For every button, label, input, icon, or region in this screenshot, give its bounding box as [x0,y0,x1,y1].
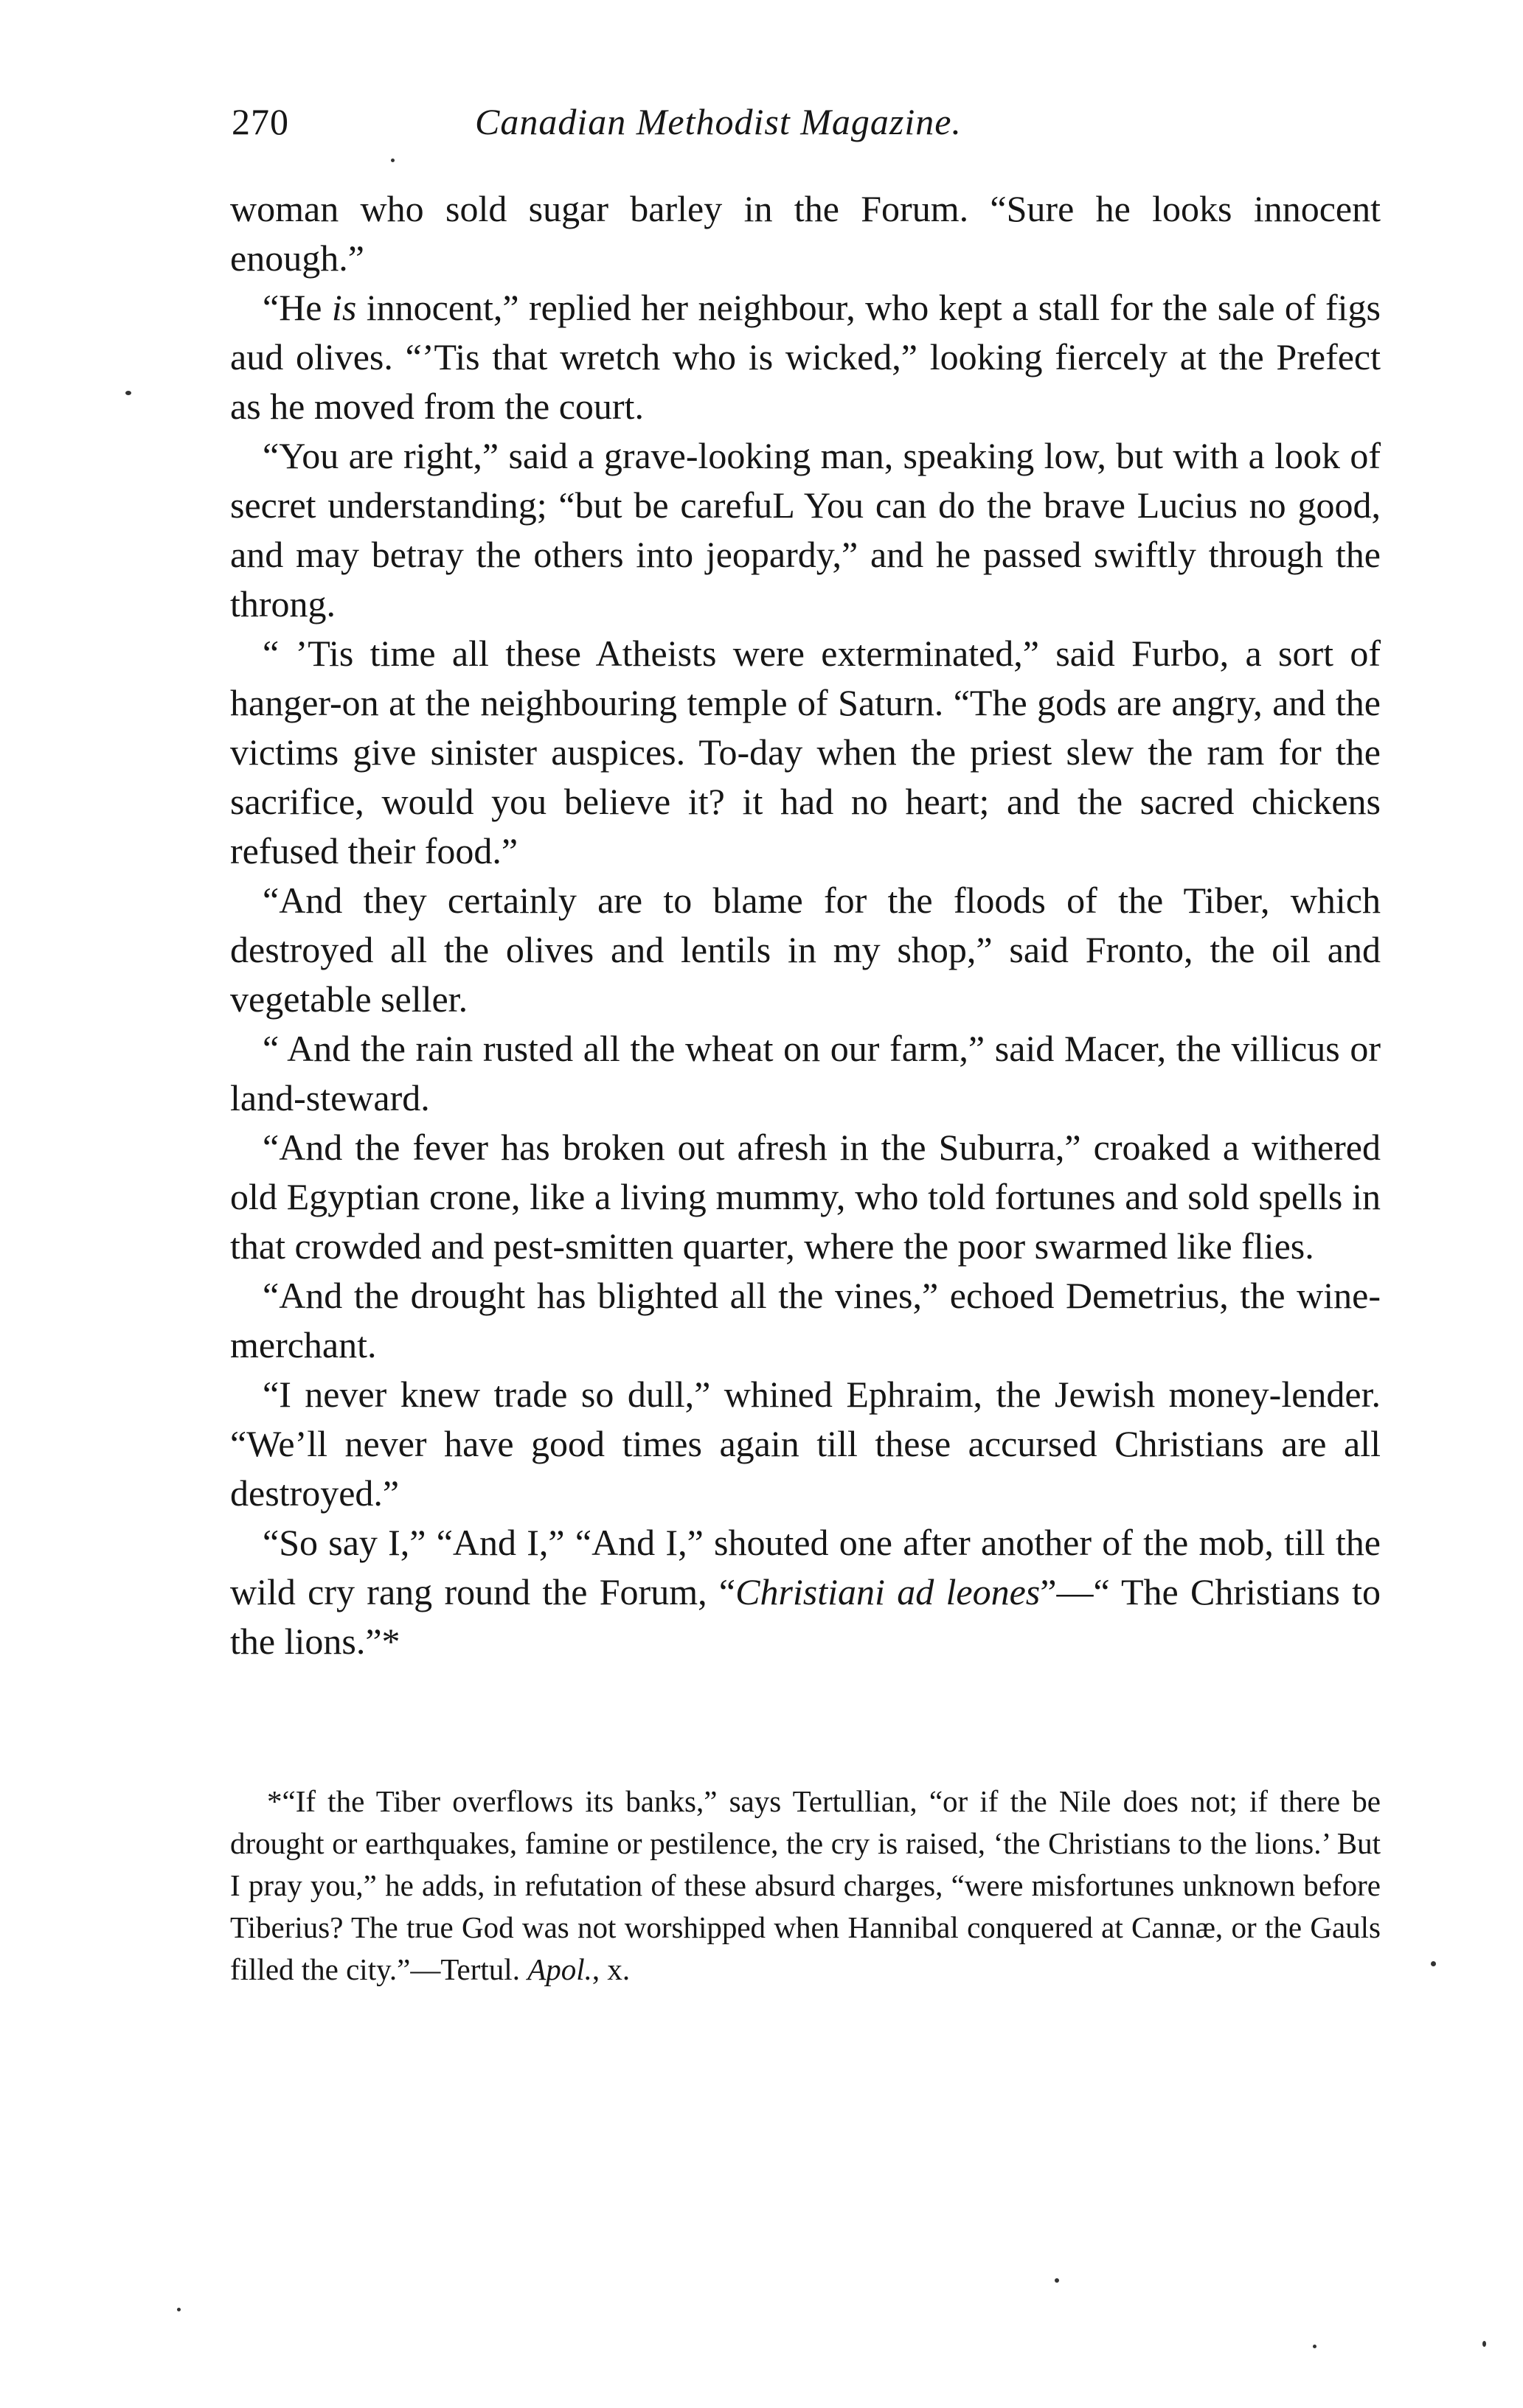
emphasis-text: is [331,287,357,328]
scan-speck [1055,2278,1059,2283]
running-head [232,100,1382,159]
paragraph: “ And the rain rusted all the wheat on our farm,” said Macer, the villicus or land-steward. [230,1028,1381,1118]
scan-speck [125,391,131,395]
footnote-emphasis: Apol. [527,1952,592,1986]
scan-speck [177,2308,181,2311]
paragraph-text: ”—“ The Christians to the lions.”* [230,1571,1381,1662]
paragraph [230,1518,1381,1666]
footnote [230,1781,1381,1991]
page-number: 270 [232,101,289,142]
paragraph-text: “So say I,” “And I,” “And I,” shouted one after another of the mob, till the wild cry rang round the Forum, “ [230,1522,1381,1612]
paragraph: “You are right,” said a grave-looking man, speaking low, but with a look of secret understanding; “but be carefuL You can do the brave Lucius no good, and may betray the others into jeopardy,” and he passed swiftly through the throng. [230,435,1381,624]
footnote-text: *“If the Tiber overflows its banks,” says Tertullian, “or if the Nile does not; if there be drought or earthquakes, famine or pestilence, the cry is raised, ‘the Christians to the lions.’ But I pray you,” he adds, in refutation of these absurd charges, “were misfortunes unknown before Tiberius? The true God was not worshipped when Hannibal conquered at Cannæ, or the Gauls filled the city.”—Tertul. [230,1784,1381,1986]
scan-speck [1313,2345,1316,2348]
scan-speck [391,159,395,162]
paragraph: “I never knew trade so dull,” whined Ephraim, the Jewish money-lender. “We’ll never have good times again till these accursed Christians are all destroyed.” [230,1374,1381,1514]
paragraph [230,283,1381,431]
paragraph: “And they certainly are to blame for the floods of the Tiber, which destroyed all the olives and lentils in my shop,” said Fronto, the oil and vegetable seller. [230,880,1381,1020]
body-text [230,184,1381,1666]
emphasis-text: Christiani ad leones [735,1571,1041,1612]
paragraph: “And the drought has blighted all the vines,” echoed Demetrius, the wine-merchant. [230,1275,1381,1365]
scan-speck [1431,1961,1436,1966]
journal-title: Canadian Methodist Magazine. [475,101,962,142]
paragraph-text: “He [263,287,332,328]
paragraph: “ ’Tis time all these Atheists were exterminated,” said Furbo, a sort of hanger-on at the neighbouring temple of Saturn. “The gods are angry, and the victims give sinister auspices. To-day when the priest slew the ram for the sacrifice, would you believe it? it had no heart; and the sacred chickens refused their food.” [230,633,1381,871]
paragraph: “And the fever has broken out afresh in the Suburra,” croaked a withered old Egyptian crone, like a living mummy, who told fortunes and sold spells in that crowded and pest-smitten quarter, where the poor swarmed like flies. [230,1127,1381,1267]
paragraph: woman who sold sugar barley in the Forum. “Sure he looks innocent enough.” [230,188,1381,279]
paragraph-text: innocent,” replied her neighbour, who kept a stall for the sale of figs aud olives. “’Tis that wretch who is wicked,” looking fiercely at the Prefect as he moved from the court. [230,287,1381,427]
scan-speck [1482,2341,1486,2347]
footnote-text: , x. [591,1952,631,1986]
